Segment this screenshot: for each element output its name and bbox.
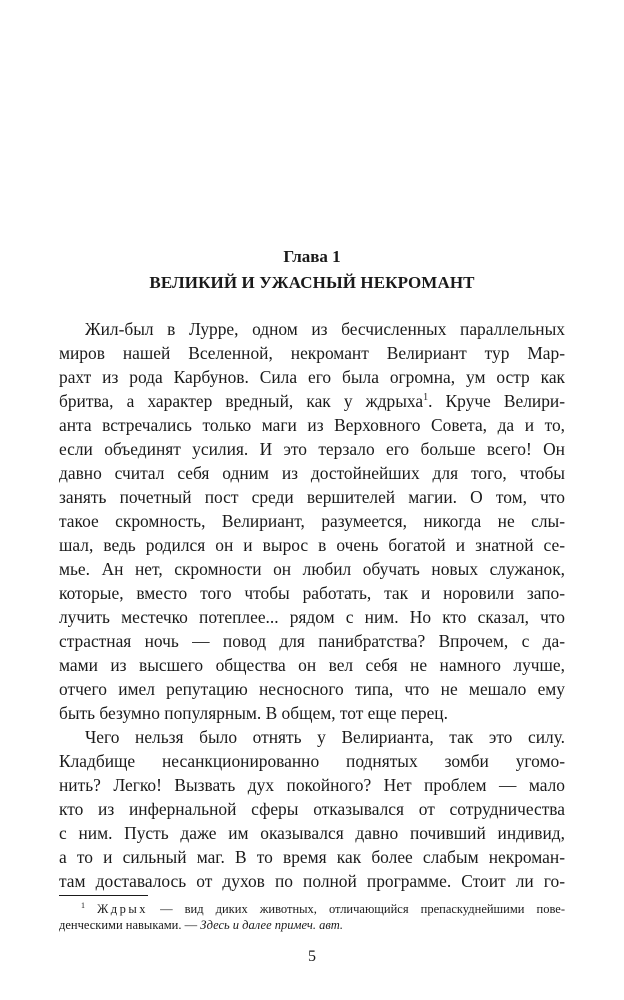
page-number: 5 [308, 948, 316, 965]
text-line: анта встречались только маги из Верховного Совета, да и то, [59, 415, 565, 435]
text-line: мами из высшего общества он вел себя не намного лучше, [59, 655, 565, 675]
text-line [59, 389, 565, 413]
text-line: Кладбище несанкционированно поднятых зомби угомо- [59, 751, 565, 771]
text-line-head: бритва, а характер вредный, как у ждрыха [59, 391, 424, 411]
footnote-marker: 1 [81, 900, 85, 910]
text-line: рахт из рода Карбунов. Сила его была огромна, ум остр как [59, 367, 565, 387]
text-line: шал, ведь родился он и вырос в очень богатой и знатной се- [59, 535, 565, 555]
text-line: а то и сильный маг. В то время как более слабым некроман- [59, 847, 565, 867]
footnote-text: денческими навыками. — [59, 918, 201, 932]
text-line: Чего нельзя было отнять у Велирианта, так это силу. [85, 727, 565, 747]
text-line: кто из инфернальной сферы отказывался от сотрудничества [59, 799, 565, 819]
text-line: если объединят усилия. И это терзало его больше всего! Он [59, 439, 565, 459]
footnote-attribution: Здесь и далее примеч. авт. [200, 918, 344, 932]
text-line: там доставалось от духов по полной программе. Стоит ли го- [59, 871, 565, 891]
footnote-text: — вид диких животных, отличающийся препаскуднейшими пове- [148, 902, 566, 916]
text-line: с ним. Пусть даже им оказывался давно почивший индивид, [59, 823, 565, 843]
chapter-number: Глава 1 [283, 247, 341, 266]
footnote-ref: 1 [423, 392, 429, 404]
footnote-line [59, 917, 565, 933]
text-line: занять почетный пост среди вершителей магии. О том, что [59, 487, 565, 507]
footnote-line [59, 901, 565, 917]
text-line: лучить местечко потеплее... рядом с ним. Но кто сказал, что [59, 607, 565, 627]
text-line-tail: . Круче Велири- [428, 391, 565, 411]
chapter-title: ВЕЛИКИЙ И УЖАСНЫЙ НЕКРОМАНТ [149, 273, 475, 292]
text-line: быть безумно популярным. В общем, тот еще перец. [59, 703, 448, 723]
footnote-term: Ждрых [97, 902, 149, 916]
text-line: отчего имел репутацию несносного типа, что не мешало ему [59, 679, 565, 699]
text-line: нить? Легко! Вызвать дух покойного? Нет проблем — мало [59, 775, 565, 795]
text-line: миров нашей Вселенной, некромант Велириант тур Мар- [59, 343, 565, 363]
text-line: страстная ночь — повод для панибратства? Впрочем, с да- [59, 631, 565, 651]
text-line: мье. Ан нет, скромности он любил обучать новых служанок, [59, 559, 565, 579]
text-line: такое скромность, Велириант, разумеется, никогда не слы- [59, 511, 565, 531]
text-line: давно считал себя одним из достойнейших для того, чтобы [59, 463, 565, 483]
text-line: которые, вместо того чтобы работать, так и норовили запо- [59, 583, 565, 603]
footnote-divider [59, 895, 148, 896]
text-line: Жил-был в Лурре, одном из бесчисленных параллельных [85, 319, 565, 339]
